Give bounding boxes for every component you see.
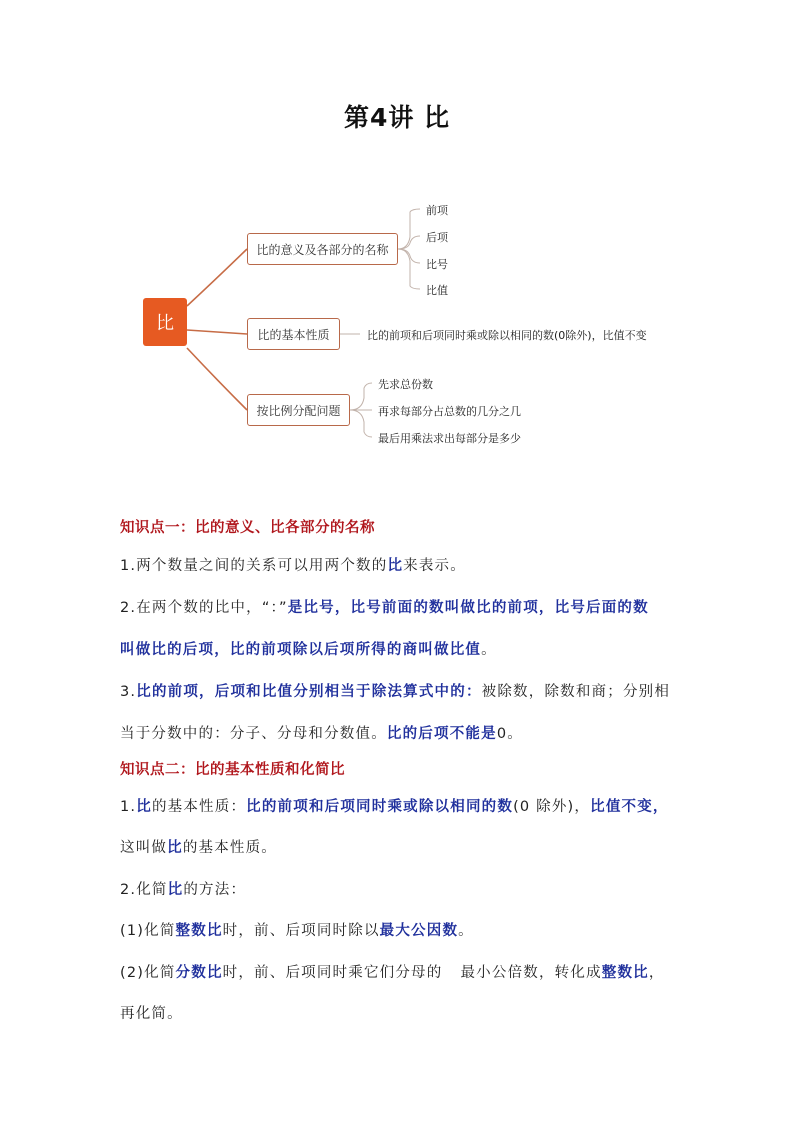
branch-basic-property: 比的基本性质: [247, 318, 340, 350]
section1-heading: 知识点一：比的意义、比各部分的名称: [120, 520, 375, 536]
section2-paragraph-2: 2.化简比的方法：: [120, 882, 247, 898]
leaf-step-3: 最后用乘法求出每部分是多少: [378, 432, 521, 445]
leaf-property-text: 比的前项和后项同时乘或除以相同的数(0除外)，比值不变: [367, 329, 647, 342]
section2-heading: 知识点二：比的基本性质和化简比: [120, 762, 345, 778]
mind-map-root: 比: [143, 298, 187, 346]
section1-paragraph-2-cont: 叫做比的后项，比的前项除以后项所得的商叫做比值。: [120, 642, 497, 658]
mind-map: [0, 180, 794, 470]
branch-distribution: 按比例分配问题: [247, 394, 350, 426]
section1-paragraph-3-cont: 当于分数中的：分子、分母和分数值。比的后项不能是0。: [120, 726, 523, 742]
section2-paragraph-4: (2)化简分数比时，前、后项同时乘它们分母的 最小公倍数，转化成整数比，: [120, 965, 665, 981]
mind-map-connectors: [0, 180, 794, 470]
branch-meaning: 比的意义及各部分的名称: [247, 233, 398, 265]
page-title: 第4讲 比: [343, 103, 451, 132]
leaf-step-2: 再求每部分占总数的几分之几: [378, 405, 521, 418]
leaf-back-term: 后项: [426, 231, 448, 244]
section2-paragraph-1-cont: 这叫做比的基本性质。: [120, 840, 278, 856]
leaf-step-1: 先求总份数: [378, 378, 433, 391]
section1-paragraph-2: 2.在两个数的比中，“：”是比号，比号前面的数叫做比的前项，比号后面的数: [120, 600, 649, 616]
section2-paragraph-4-cont: 再化简。: [120, 1006, 183, 1022]
leaf-ratio-sign: 比号: [426, 258, 448, 271]
leaf-ratio-value: 比值: [426, 284, 448, 297]
section1-paragraph-3: 3.比的前项，后项和比值分别相当于除法算式中的：被除数，除数和商；分别相: [120, 684, 671, 700]
section2-paragraph-1: 1.比的基本性质：比的前项和后项同时乘或除以相同的数(0 除外)，比值不变，: [120, 799, 669, 815]
section2-paragraph-3: (1)化简整数比时，前、后项同时除以最大公因数。: [120, 923, 474, 939]
leaf-front-term: 前项: [426, 204, 448, 217]
section1-paragraph-1: 1.两个数量之间的关系可以用两个数的比来表示。: [120, 558, 466, 574]
